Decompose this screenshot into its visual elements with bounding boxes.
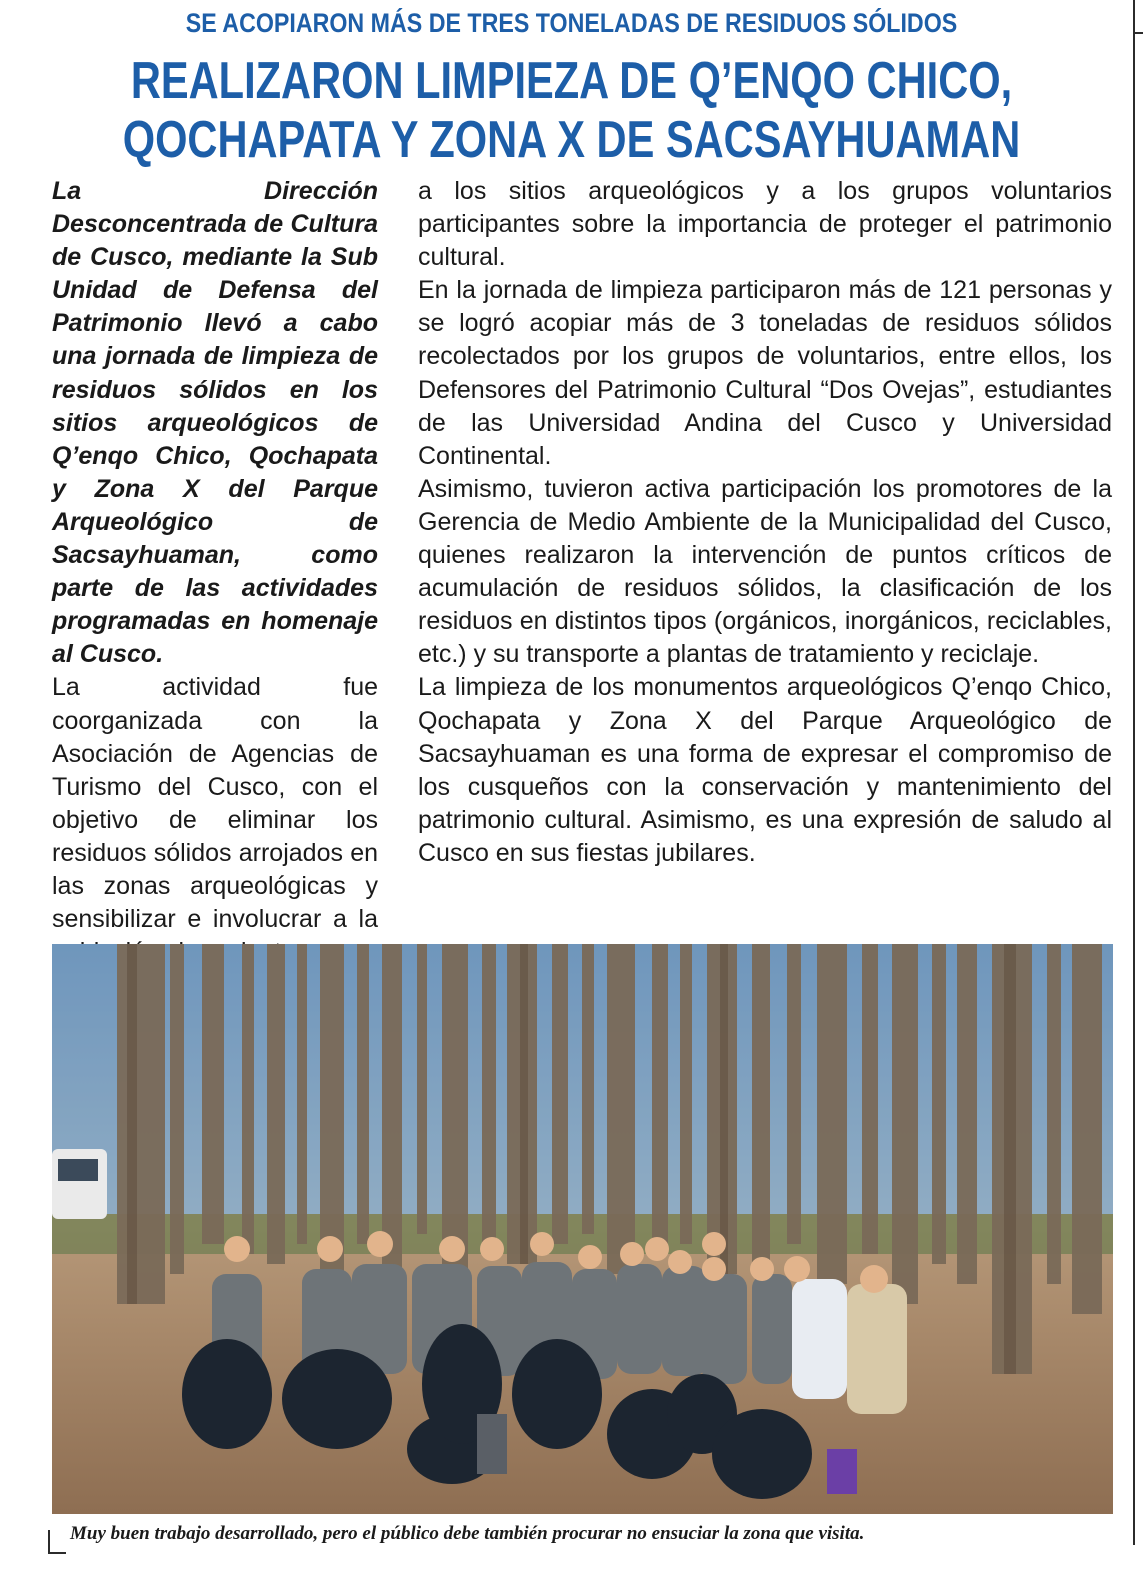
left-body-paragraph: La actividad fue coorganizada con la Asociación de Agencias de Turismo del Cusco, con el objetivo de eliminar los residuos sólidos arrojados en las zonas arqueológicas y sensibilizar e involucrar a la bbox=[52, 673, 378, 934]
page-border bbox=[1133, 0, 1135, 1545]
right-paragraph-2: En la jornada de limpieza participaron más de 121 personas y se logró acopiar más de 3 toneladas de residuos sólidos recolectados por los grupos de voluntarios, entre ellos, los Defensores del Patrimonio Cultural “Dos Ovejas”, estudiantes de las Universidad Andina del Cusco y Universidad Continental. bbox=[418, 276, 1112, 470]
headline-line-1: REALIZARON LIMPIEZA DE Q’ENQO CHICO, bbox=[130, 52, 1013, 110]
article-headline bbox=[114, 52, 1028, 170]
page-border-tick bbox=[1133, 32, 1143, 34]
right-paragraph-1: a los sitios arqueológicos y a los grupos voluntarios participantes sobre la importancia de proteger el patrimonio cultural. bbox=[418, 177, 1112, 272]
lead-paragraph: La Dirección Desconcentrada de Cultura de Cusco, mediante la Sub Unidad de Defensa del Patrimonio llevó a cabo una jornada de limpieza de residuos sólidos en los sitios arqueológicos de Q’enqo Chico, Qochapata y Zona X del Parque Arqueológico de Sacsayhuaman, como parte de las actividades programadas en homenaje al Cusco. bbox=[52, 177, 378, 669]
right-column bbox=[418, 175, 1112, 870]
left-column bbox=[52, 175, 378, 969]
volunteers-forest-photo bbox=[52, 944, 1113, 1514]
article-kicker: SE ACOPIARON MÁS DE TRES TONELADAS DE RESIDUOS SÓLIDOS bbox=[185, 8, 958, 38]
right-paragraph-3: Asimismo, tuvieron activa participación los promotores de la Gerencia de Medio Ambiente de la Municipalidad del Cusco, quienes realizaron la intervención de puntos críticos de acumulación de residuos sólidos, la clasificación de los residuos en distintos tipos (orgánicos, inorgánicos, reciclables, etc.) y su transporte a plantas de tratamiento y reciclaje. bbox=[418, 474, 1112, 669]
headline-line-2: QOCHAPATA Y ZONA X DE SACSAYHUAMAN bbox=[122, 111, 1021, 169]
photo-caption: Muy buen trabajo desarrollado, pero el público debe también procurar no ensuciar la zona que visita. bbox=[70, 1523, 865, 1544]
caption-marker bbox=[48, 1530, 66, 1554]
right-paragraph-4: La limpieza de los monumentos arqueológicos Q’enqo Chico, Qochapata y Zona X del Parque Arqueológico de Sacsayhuaman es una forma de expresar el compromiso de los cusqueños con la conservación y mantenimiento del patrimonio cultural. Asimismo, es una expresión de saludo al Cusco en sus fiestas jubilares. bbox=[418, 673, 1112, 867]
article-photo bbox=[52, 944, 1113, 1514]
